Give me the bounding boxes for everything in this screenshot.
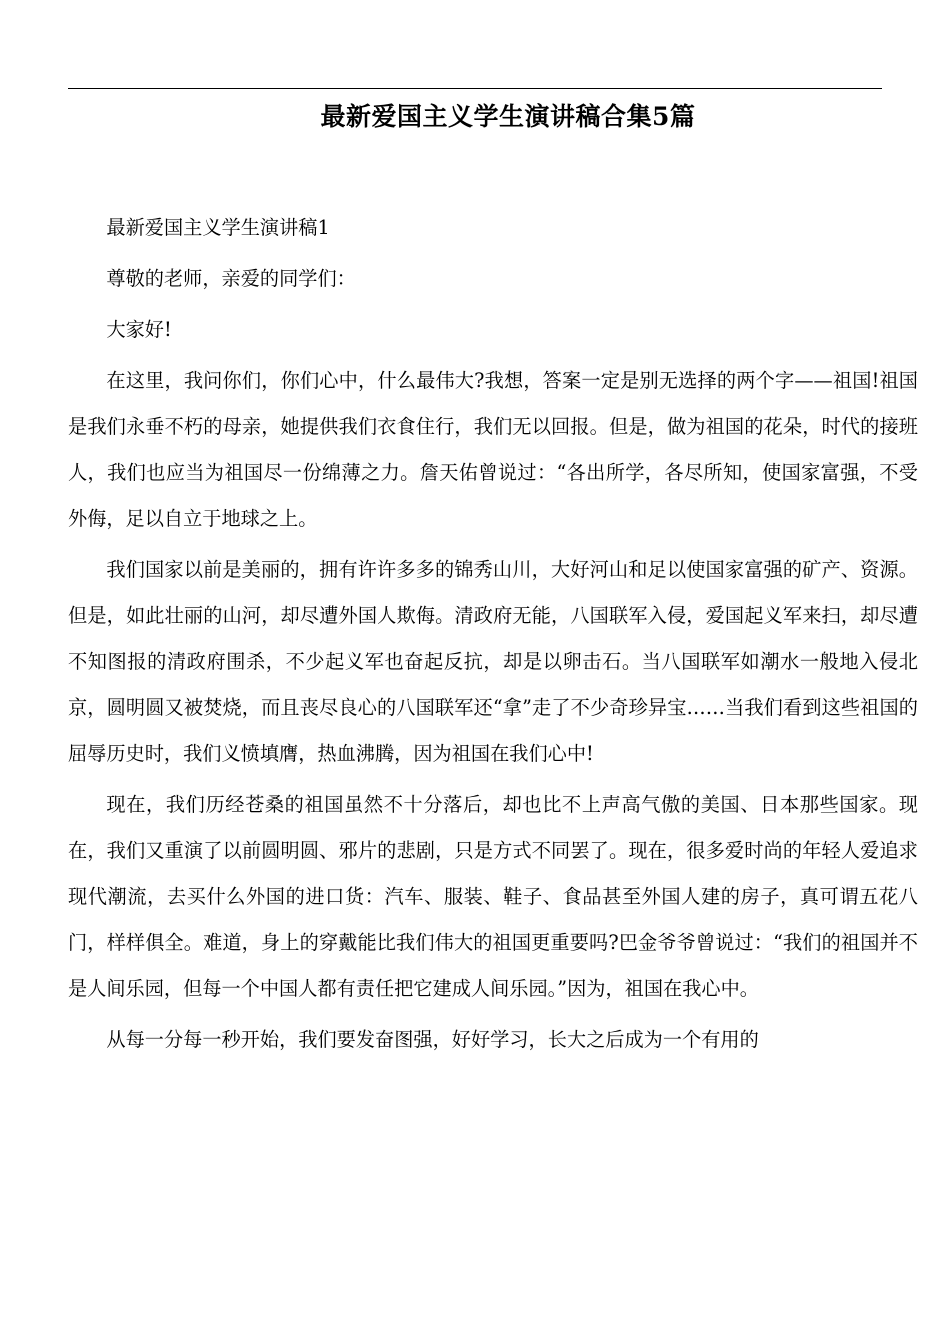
section-heading: 最新爱国主义学生演讲稿1 bbox=[106, 216, 330, 239]
document-body bbox=[68, 205, 918, 1068]
paragraph: 我们国家以前是美丽的，拥有许许多多的锦秀山川，大好河山和足以使国家富强的矿产、资源。但是，如此壮丽的山河，却尽遭外国人欺侮。清政府无能，八国联军入侵，爱国起义军来扫，却尽遭不知图报的清政府围杀，不少起义军也奋起反抗，却是以卵击石。当八国联军如潮水一般地入侵北京，圆明圆又被焚烧，而且丧尽良心的八国联军还“拿”走了不少奇珍异宝……当我们看到这些祖国的屈辱历史时，我们义愤填膺，热血沸腾，因为祖国在我们心中! bbox=[68, 558, 918, 765]
greeting: 大家好! bbox=[106, 318, 172, 341]
document-title: 最新爱国主义学生演讲稿合集5篇 bbox=[320, 102, 696, 131]
salutation: 尊敬的老师，亲爱的同学们： bbox=[106, 267, 356, 290]
paragraph: 在这里，我问你们，你们心中，什么最伟大?我想，答案一定是别无选择的两个字——祖国!祖国是我们永垂不朽的母亲，她提供我们衣食住行，我们无以回报。但是，做为祖国的花朵，时代的接班人，我们也应当为祖国尽一份绵薄之力。詹天佑曾说过：“各出所学，各尽所知，使国家富强，不受外侮，足以自立于地球之上。 bbox=[68, 369, 918, 530]
header-rule bbox=[68, 88, 882, 89]
paragraph: 从每一分每一秒开始，我们要发奋图强，好好学习，长大之后成为一个有用的 bbox=[106, 1028, 759, 1051]
paragraph: 现在，我们历经苍桑的祖国虽然不十分落后，却也比不上声高气傲的美国、日本那些国家。现在，我们又重演了以前圆明圆、邪片的悲剧，只是方式不同罢了。现在，很多爱时尚的年轻人爱追求现代潮流，去买什么外国的进口货：汽车、服装、鞋子、食品甚至外国人建的房子，真可谓五花八门，样样俱全。难道，身上的穿戴能比我们伟大的祖国更重要吗?巴金爷爷曾说过：“我们的祖国并不是人间乐园，但每一个中国人都有责任把它建成人间乐园。”因为，祖国在我心中。 bbox=[68, 793, 918, 1000]
